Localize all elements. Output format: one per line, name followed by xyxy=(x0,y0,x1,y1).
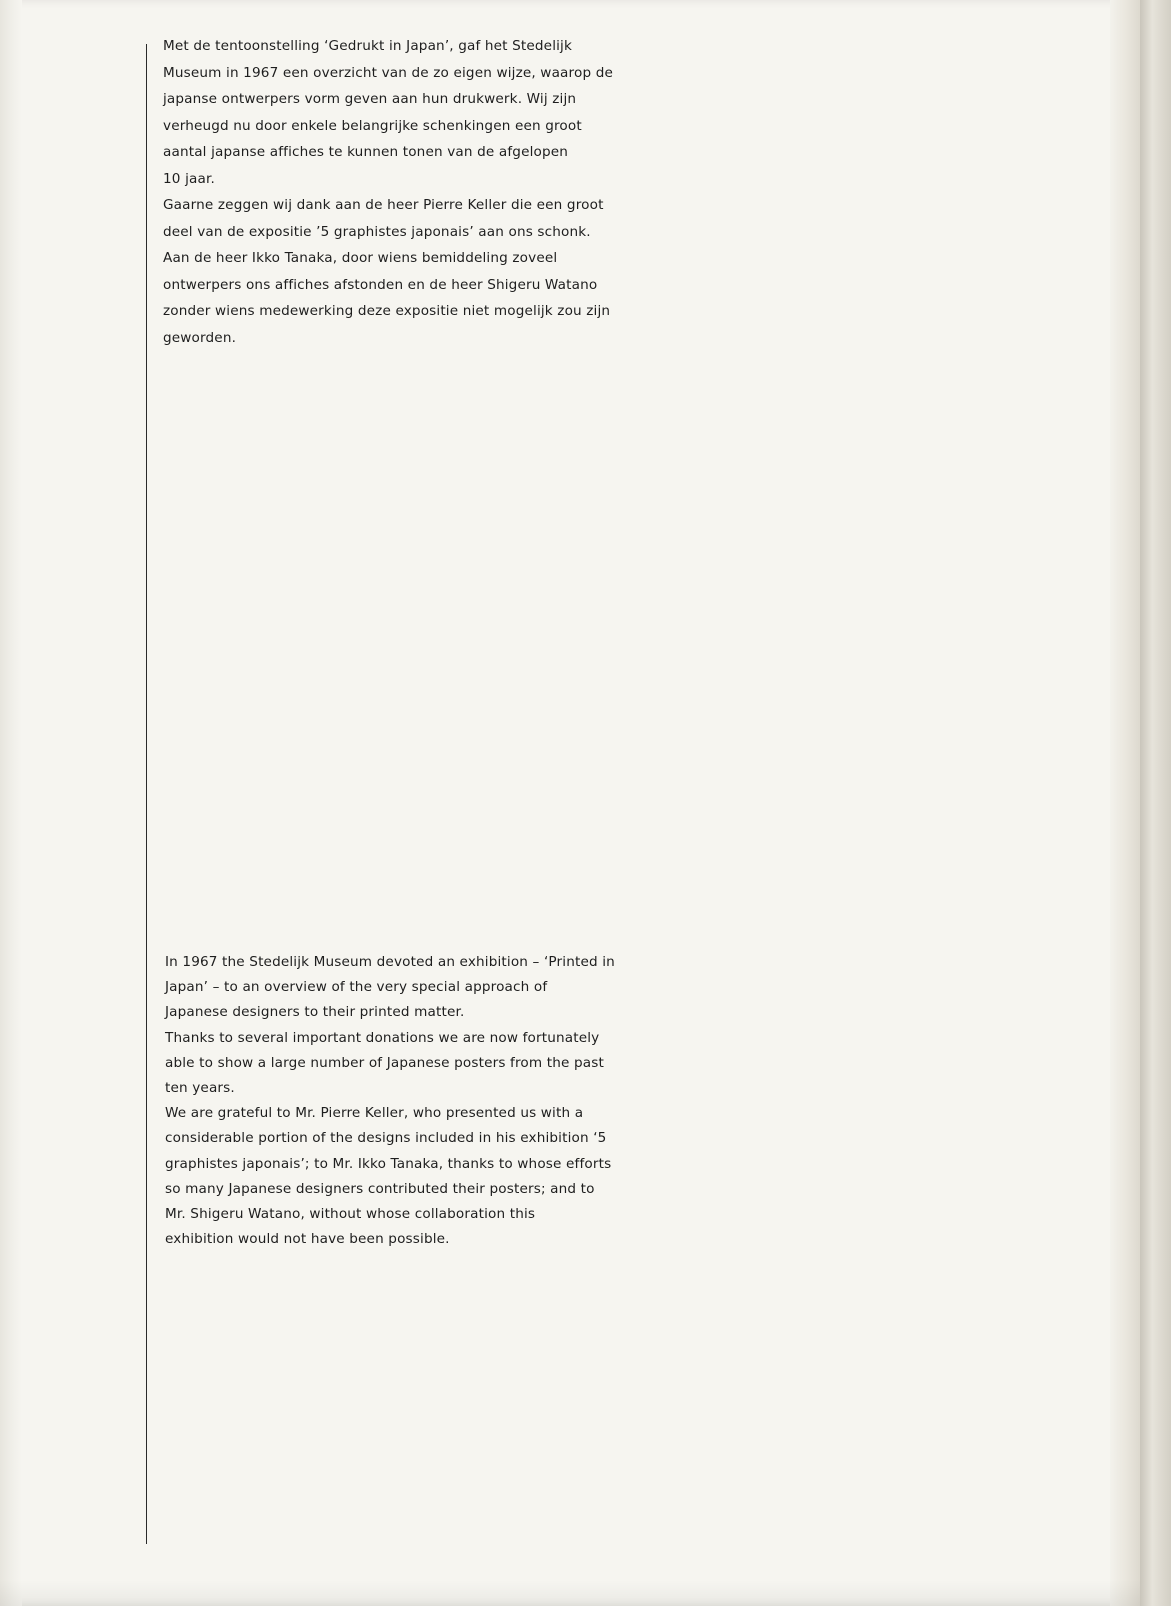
text-line: Met de tentoonstelling ‘Gedrukt in Japan’, gaf het Stedelijk xyxy=(163,38,572,54)
text-line: geworden. xyxy=(163,329,237,346)
text-line: so many Japanese designers contributed their posters; and to xyxy=(165,1180,595,1197)
text-line: Japan’ – to an overview of the very special approach of xyxy=(165,979,548,996)
text-line: aantal japanse affiches te kunnen tonen van de afgelopen xyxy=(163,144,569,160)
text-line: Aan de heer Ikko Tanaka, door wiens bemiddeling zoveel xyxy=(163,250,558,266)
text-line: Gaarne zeggen wij dank aan de heer Pierre Keller die een groot xyxy=(163,197,604,213)
text-line: considerable portion of the designs included in his exhibition ‘5 xyxy=(165,1130,607,1147)
text-line: We are grateful to Mr. Pierre Keller, who presented us with a xyxy=(165,1105,584,1122)
text-line: 10 jaar. xyxy=(163,170,215,187)
text-line: ten years. xyxy=(165,1080,235,1097)
next-page-edge xyxy=(1140,0,1171,1606)
text-line: ontwerpers ons affiches afstonden en de heer Shigeru Watano xyxy=(163,276,598,293)
text-line: able to show a large number of Japanese posters from the past xyxy=(165,1054,604,1071)
text-line: verheugd nu door enkele belangrijke schenkingen een groot xyxy=(163,117,582,134)
text-line: Thanks to several important donations we are now fortunately xyxy=(165,1029,600,1046)
text-line: deel van de expositie ’5 graphistes japonais’ aan ons schonk. xyxy=(163,223,591,240)
spine-shadow xyxy=(1110,0,1140,1606)
text-line: Mr. Shigeru Watano, without whose collaboration this xyxy=(165,1206,536,1223)
text-line: zonder wiens medewerking deze expositie niet mogelijk zou zijn xyxy=(163,303,611,319)
text-line: graphistes japonais’; to Mr. Ikko Tanaka, thanks to whose efforts xyxy=(165,1155,612,1172)
vertical-margin-rule xyxy=(146,44,147,1544)
text-line: In 1967 the Stedelijk Museum devoted an exhibition – ‘Printed in xyxy=(165,954,615,970)
text-line: japanse ontwerpers vorm geven aan hun drukwerk. Wij zijn xyxy=(163,91,577,107)
dutch-text-block xyxy=(163,33,683,351)
english-text-block xyxy=(165,950,685,1252)
page-left-edge xyxy=(0,0,22,1606)
text-line: exhibition would not have been possible. xyxy=(165,1231,450,1248)
text-line: Museum in 1967 een overzicht van de zo eigen wijze, waarop de xyxy=(163,64,613,81)
text-line: Japanese designers to their printed matter. xyxy=(165,1004,465,1021)
bottom-shade xyxy=(0,1580,1140,1606)
